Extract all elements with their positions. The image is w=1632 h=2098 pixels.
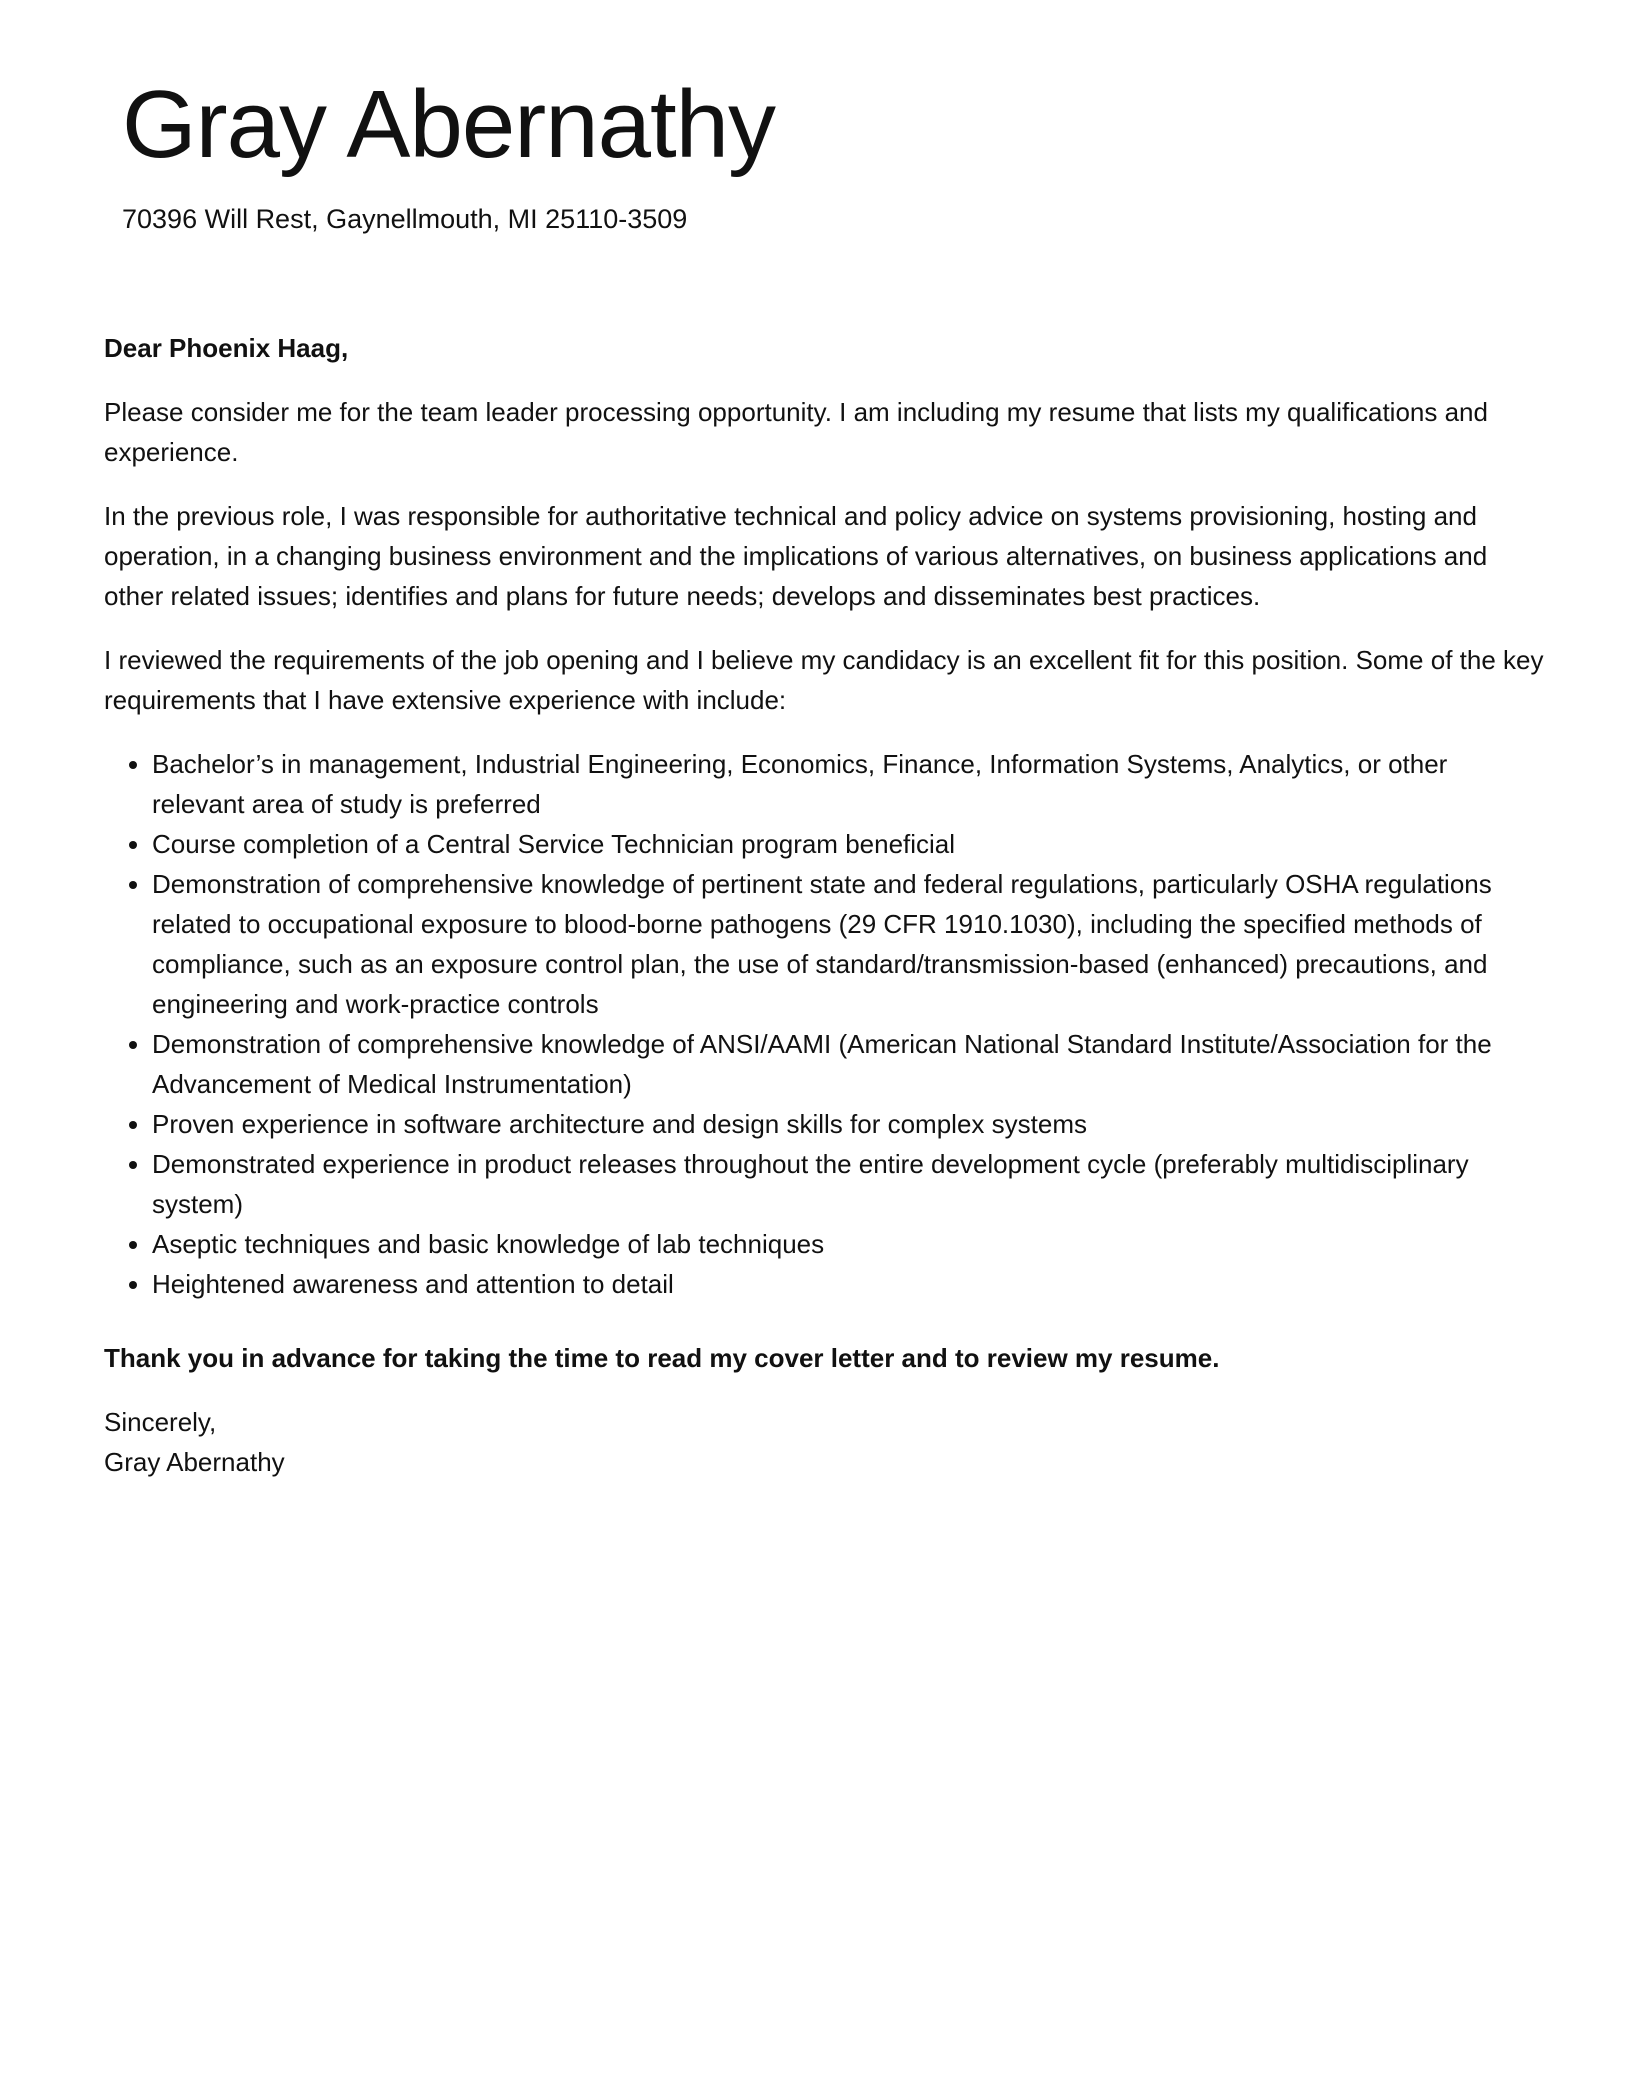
list-item: • Demonstrated experience in product releases throughout the entire development cycle (preferably multidisciplinary system): [152, 1144, 1544, 1224]
list-item: • Bachelor’s in management, Industrial Engineering, Economics, Finance, Information Systems, Analytics, or other relevant area of study is preferred: [152, 744, 1544, 824]
letter-header: [122, 70, 775, 237]
letter-body: [104, 328, 1544, 1482]
paragraph-requirements-intro: I reviewed the requirements of the job opening and I believe my candidacy is an excellent fit for this position. Some of the key requirements that I have extensive experience with include:: [104, 645, 1544, 715]
list-item: • Demonstration of comprehensive knowledge of ANSI/AAMI (American National Standard Institute/Association for the Advancement of Medical Instrumentation): [152, 1024, 1544, 1104]
closing-line: Thank you in advance for taking the time to read my cover letter and to review my resume.: [104, 1343, 1220, 1373]
applicant-name: Gray Abernathy: [122, 71, 776, 178]
list-item: • Proven experience in software architecture and design skills for complex systems: [152, 1104, 1544, 1144]
list-item: • Course completion of a Central Service Technician program beneficial: [152, 824, 1544, 864]
requirements-list: [104, 744, 1544, 1304]
salutation: Dear Phoenix Haag,: [104, 333, 349, 363]
valediction: Sincerely,: [104, 1407, 217, 1437]
list-item: • Heightened awareness and attention to detail: [152, 1264, 1544, 1304]
paragraph-intro: Please consider me for the team leader processing opportunity. I am including my resume that lists my qualifications and experience.: [104, 397, 1488, 467]
list-item: • Demonstration of comprehensive knowledge of pertinent state and federal regulations, particularly OSHA regulations related to occupational exposure to blood-borne pathogens (29 CFR 1910.1030), including the specified methods of compliance, such as an exposure control plan, the use of standard/transmission-based (enhanced) precautions, and engineering and work-practice controls: [152, 864, 1544, 1024]
list-item: • Aseptic techniques and basic knowledge of lab techniques: [152, 1224, 1544, 1264]
signature-name: Gray Abernathy: [104, 1447, 285, 1477]
paragraph-previous-role: In the previous role, I was responsible for authoritative technical and policy advice on systems provisioning, hosting and operation, in a changing business environment and the implications of various alternatives, on business applications and other related issues; identifies and plans for future needs; develops and disseminates best practices.: [104, 501, 1488, 611]
applicant-address: 70396 Will Rest, Gaynellmouth, MI 25110-3509: [122, 204, 688, 235]
